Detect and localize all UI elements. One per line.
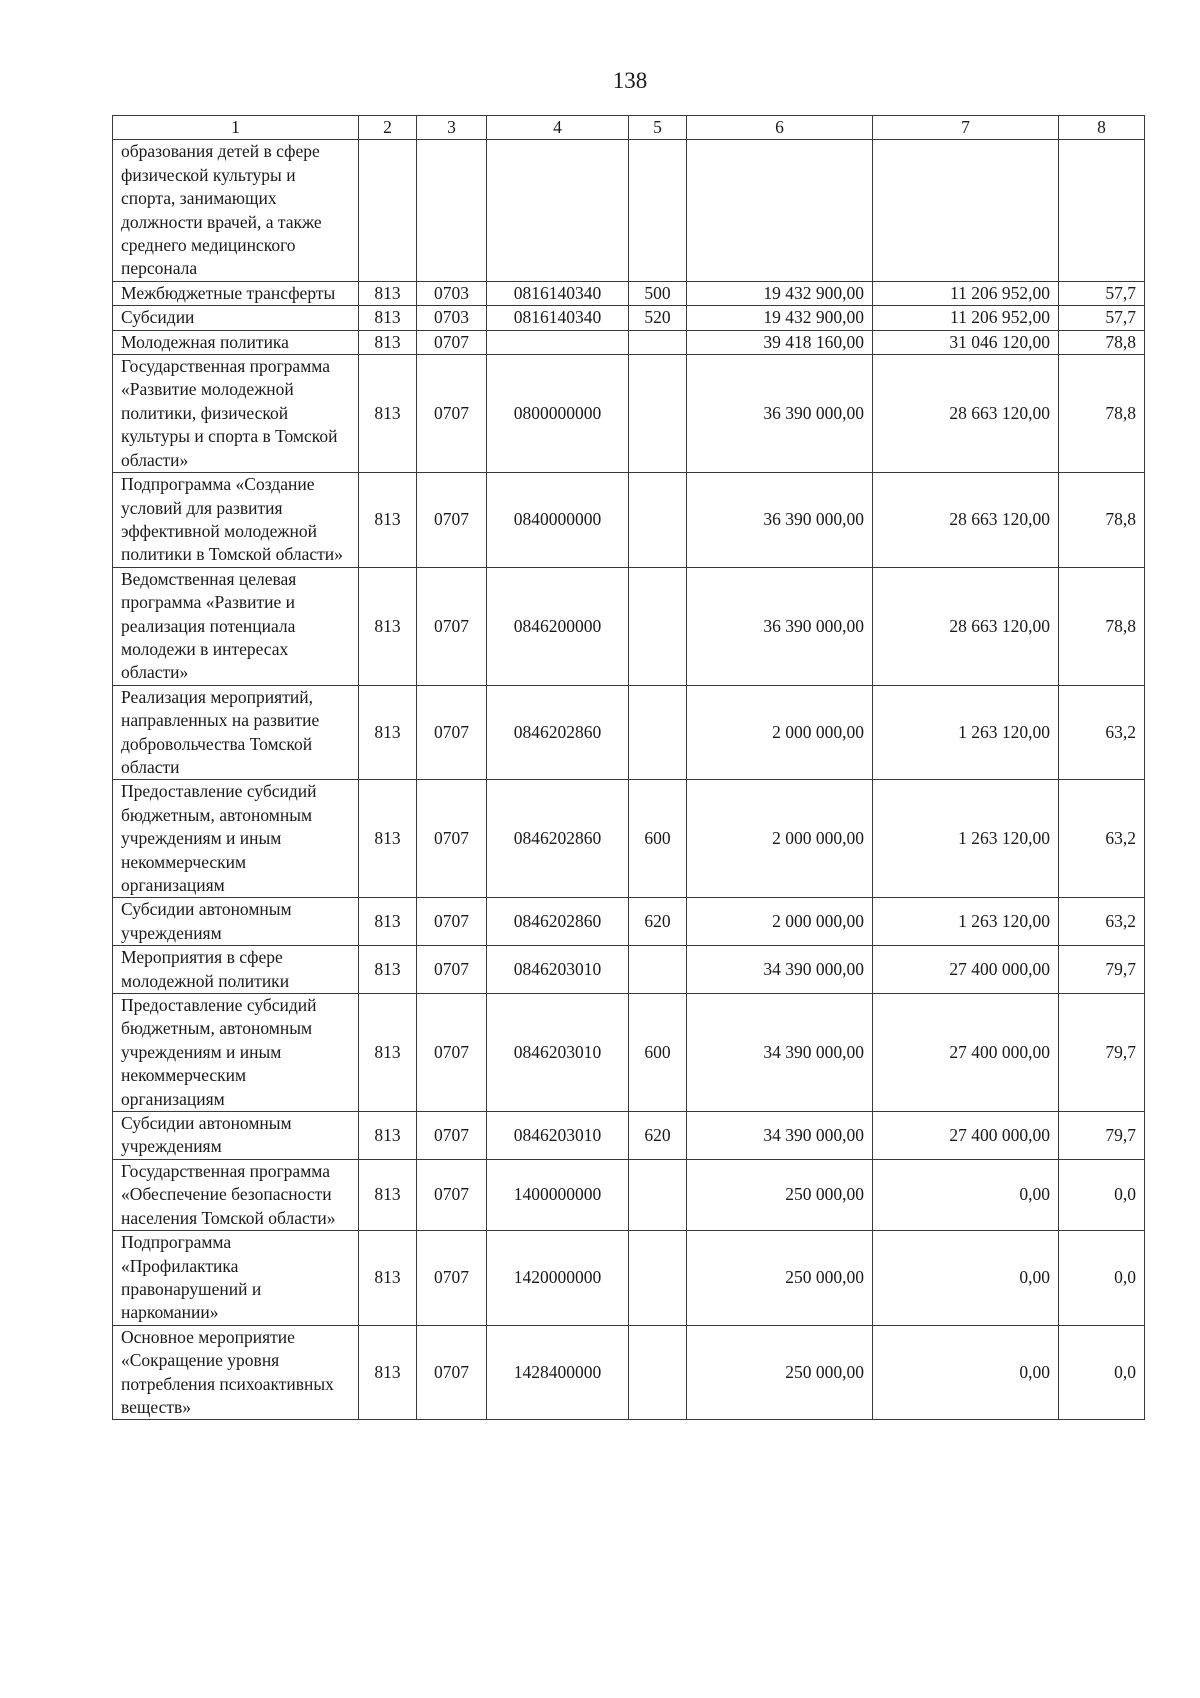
cell-col5 <box>629 473 687 568</box>
cell-col4: 0846200000 <box>487 567 629 685</box>
cell-col4: 0816140340 <box>487 306 629 330</box>
cell-col8: 0,0 <box>1059 1159 1145 1230</box>
cell-col7: 1 263 120,00 <box>873 685 1059 780</box>
cell-col2: 813 <box>359 898 417 946</box>
cell-col4 <box>487 140 629 281</box>
table-row <box>113 1231 1145 1326</box>
cell-col6: 36 390 000,00 <box>687 355 873 473</box>
cell-name: Основное мероприятие «Сокращение уровня потребления психоактивных веществ» <box>113 1325 359 1420</box>
cell-name: Подпрограмма «Профилактика правонарушений и наркомании» <box>113 1231 359 1326</box>
cell-col4: 0846203010 <box>487 994 629 1112</box>
table-row <box>113 281 1145 305</box>
cell-col5 <box>629 1325 687 1420</box>
cell-col3: 0707 <box>417 685 487 780</box>
cell-col3: 0707 <box>417 780 487 898</box>
cell-col6 <box>687 140 873 281</box>
cell-col3: 0707 <box>417 473 487 568</box>
cell-col6: 250 000,00 <box>687 1325 873 1420</box>
cell-col5: 500 <box>629 281 687 305</box>
cell-col6: 250 000,00 <box>687 1231 873 1326</box>
cell-col5 <box>629 946 687 994</box>
cell-col7: 1 263 120,00 <box>873 898 1059 946</box>
cell-col5: 600 <box>629 994 687 1112</box>
cell-col7: 28 663 120,00 <box>873 355 1059 473</box>
table-row <box>113 330 1145 354</box>
cell-col3: 0703 <box>417 281 487 305</box>
table-row <box>113 898 1145 946</box>
cell-col4: 1420000000 <box>487 1231 629 1326</box>
cell-col5: 620 <box>629 1112 687 1160</box>
cell-col3: 0707 <box>417 898 487 946</box>
cell-col7: 0,00 <box>873 1231 1059 1326</box>
cell-col7 <box>873 140 1059 281</box>
cell-col4: 0846202860 <box>487 685 629 780</box>
header-cell: 3 <box>417 116 487 140</box>
cell-col8: 78,8 <box>1059 330 1145 354</box>
table-row <box>113 946 1145 994</box>
cell-col5: 620 <box>629 898 687 946</box>
cell-col5 <box>629 330 687 354</box>
cell-col6: 34 390 000,00 <box>687 1112 873 1160</box>
cell-col2: 813 <box>359 994 417 1112</box>
cell-col3: 0707 <box>417 355 487 473</box>
cell-col2: 813 <box>359 281 417 305</box>
cell-name: Подпрограмма «Создание условий для развития эффективной молодежной политики в Томской области» <box>113 473 359 568</box>
cell-name: Ведомственная целевая программа «Развитие и реализация потенциала молодежи в интересах области» <box>113 567 359 685</box>
cell-col3: 0707 <box>417 994 487 1112</box>
table-row <box>113 685 1145 780</box>
cell-col4: 0816140340 <box>487 281 629 305</box>
cell-col8: 57,7 <box>1059 306 1145 330</box>
cell-col3: 0707 <box>417 567 487 685</box>
cell-col7: 28 663 120,00 <box>873 473 1059 568</box>
cell-col7: 0,00 <box>873 1325 1059 1420</box>
cell-col8: 57,7 <box>1059 281 1145 305</box>
cell-name: образования детей в сфере физической культуры и спорта, занимающих должности врачей, а также среднего медицинского персонала <box>113 140 359 281</box>
cell-col6: 36 390 000,00 <box>687 567 873 685</box>
cell-name: Субсидии <box>113 306 359 330</box>
cell-col3: 0707 <box>417 1325 487 1420</box>
table-row <box>113 473 1145 568</box>
table-row <box>113 567 1145 685</box>
table-row <box>113 780 1145 898</box>
cell-col4: 0800000000 <box>487 355 629 473</box>
cell-col7: 27 400 000,00 <box>873 946 1059 994</box>
cell-col7: 11 206 952,00 <box>873 281 1059 305</box>
cell-name: Государственная программа «Развитие молодежной политики, физической культуры и спорта в Томской области» <box>113 355 359 473</box>
table-row <box>113 1325 1145 1420</box>
cell-col5 <box>629 1159 687 1230</box>
cell-col7: 1 263 120,00 <box>873 780 1059 898</box>
cell-col8: 63,2 <box>1059 685 1145 780</box>
cell-col5: 520 <box>629 306 687 330</box>
cell-col3: 0707 <box>417 946 487 994</box>
cell-col3: 0707 <box>417 1159 487 1230</box>
cell-col5 <box>629 1231 687 1326</box>
page-number: 138 <box>612 68 648 93</box>
cell-col3: 0707 <box>417 1231 487 1326</box>
cell-col6: 2 000 000,00 <box>687 780 873 898</box>
cell-col2: 813 <box>359 780 417 898</box>
header-row <box>113 116 1145 140</box>
cell-name: Государственная программа «Обеспечение безопасности населения Томской области» <box>113 1159 359 1230</box>
table-row <box>113 994 1145 1112</box>
header-cell: 7 <box>873 116 1059 140</box>
cell-col2: 813 <box>359 1325 417 1420</box>
cell-col8: 79,7 <box>1059 946 1145 994</box>
cell-col8: 0,0 <box>1059 1231 1145 1326</box>
cell-col7: 27 400 000,00 <box>873 994 1059 1112</box>
header-cell: 1 <box>113 116 359 140</box>
cell-col2: 813 <box>359 306 417 330</box>
cell-col5 <box>629 567 687 685</box>
cell-col5 <box>629 140 687 281</box>
cell-col2: 813 <box>359 1112 417 1160</box>
cell-name: Субсидии автономным учреждениям <box>113 898 359 946</box>
cell-col4: 0846202860 <box>487 780 629 898</box>
table-body <box>113 140 1145 1420</box>
cell-col2: 813 <box>359 1231 417 1326</box>
cell-col4: 0846202860 <box>487 898 629 946</box>
cell-col8: 63,2 <box>1059 780 1145 898</box>
cell-col3 <box>417 140 487 281</box>
cell-col8 <box>1059 140 1145 281</box>
table-row <box>113 1159 1145 1230</box>
cell-col2: 813 <box>359 1159 417 1230</box>
cell-col3: 0707 <box>417 1112 487 1160</box>
cell-col3: 0703 <box>417 306 487 330</box>
cell-col7: 28 663 120,00 <box>873 567 1059 685</box>
cell-col4: 0840000000 <box>487 473 629 568</box>
cell-name: Мероприятия в сфере молодежной политики <box>113 946 359 994</box>
cell-col8: 78,8 <box>1059 355 1145 473</box>
cell-col6: 36 390 000,00 <box>687 473 873 568</box>
cell-col6: 19 432 900,00 <box>687 306 873 330</box>
cell-col8: 0,0 <box>1059 1325 1145 1420</box>
cell-col4: 1400000000 <box>487 1159 629 1230</box>
table-row <box>113 140 1145 281</box>
cell-col4: 0846203010 <box>487 946 629 994</box>
cell-name: Реализация мероприятий, направленных на развитие добровольчества Томской области <box>113 685 359 780</box>
cell-col8: 78,8 <box>1059 567 1145 685</box>
cell-col3: 0707 <box>417 330 487 354</box>
cell-col7: 11 206 952,00 <box>873 306 1059 330</box>
table-row <box>113 306 1145 330</box>
header-cell: 4 <box>487 116 629 140</box>
cell-col6: 39 418 160,00 <box>687 330 873 354</box>
cell-col4: 0846203010 <box>487 1112 629 1160</box>
cell-col6: 250 000,00 <box>687 1159 873 1230</box>
cell-col7: 31 046 120,00 <box>873 330 1059 354</box>
header-cell: 5 <box>629 116 687 140</box>
header-cell: 2 <box>359 116 417 140</box>
cell-col8: 78,8 <box>1059 473 1145 568</box>
cell-name: Предоставление субсидий бюджетным, автономным учреждениям и иным некоммерческим организациям <box>113 994 359 1112</box>
cell-col5 <box>629 685 687 780</box>
cell-name: Предоставление субсидий бюджетным, автономным учреждениям и иным некоммерческим организациям <box>113 780 359 898</box>
cell-col6: 2 000 000,00 <box>687 898 873 946</box>
cell-col2: 813 <box>359 946 417 994</box>
cell-col2: 813 <box>359 473 417 568</box>
cell-col4: 1428400000 <box>487 1325 629 1420</box>
cell-col8: 79,7 <box>1059 1112 1145 1160</box>
cell-col5: 600 <box>629 780 687 898</box>
cell-col2: 813 <box>359 685 417 780</box>
cell-name: Межбюджетные трансферты <box>113 281 359 305</box>
cell-col8: 63,2 <box>1059 898 1145 946</box>
cell-col5 <box>629 355 687 473</box>
cell-col7: 0,00 <box>873 1159 1059 1230</box>
cell-col6: 34 390 000,00 <box>687 946 873 994</box>
cell-col7: 27 400 000,00 <box>873 1112 1059 1160</box>
cell-col2: 813 <box>359 330 417 354</box>
budget-table <box>112 115 1145 1420</box>
cell-col6: 19 432 900,00 <box>687 281 873 305</box>
cell-col2 <box>359 140 417 281</box>
cell-col2: 813 <box>359 355 417 473</box>
cell-col6: 34 390 000,00 <box>687 994 873 1112</box>
header-cell: 8 <box>1059 116 1145 140</box>
cell-col4 <box>487 330 629 354</box>
table-row <box>113 355 1145 473</box>
cell-name: Молодежная политика <box>113 330 359 354</box>
cell-col2: 813 <box>359 567 417 685</box>
cell-name: Субсидии автономным учреждениям <box>113 1112 359 1160</box>
header-cell: 6 <box>687 116 873 140</box>
cell-col6: 2 000 000,00 <box>687 685 873 780</box>
cell-col8: 79,7 <box>1059 994 1145 1112</box>
table-row <box>113 1112 1145 1160</box>
